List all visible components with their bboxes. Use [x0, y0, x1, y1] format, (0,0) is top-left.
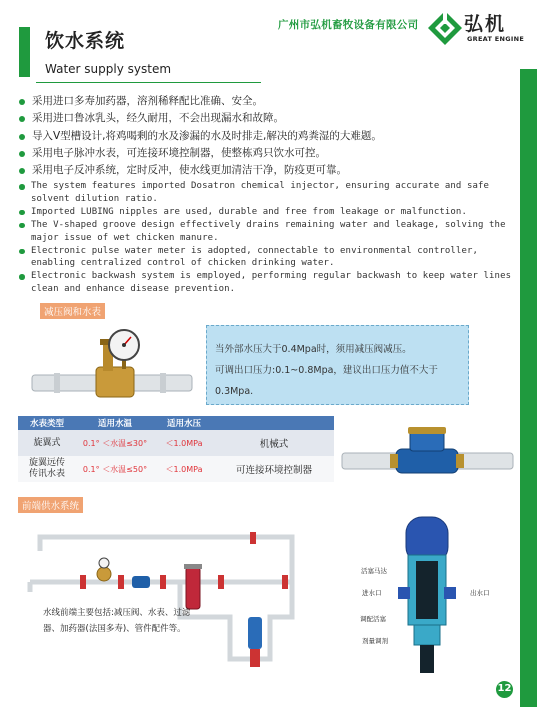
- feature-item-en: The system features imported Dosatron chemical injector, ensuring accurate and safe solvent dilution ratio.: [18, 180, 520, 206]
- section-tag-valve: 减压阀和水表: [40, 303, 105, 319]
- note-line: 0.3Mpa.: [215, 386, 254, 397]
- table-header: 适用水压: [154, 416, 214, 430]
- label-mix-piston: 调配活塞: [360, 615, 386, 623]
- meter-note: 可连接环境控制器: [214, 456, 334, 482]
- note-line: 当外部水压大于0.4Mpa时，须用减压阀减压。: [215, 344, 412, 355]
- meter-type: 旋翼式: [18, 430, 76, 456]
- bullet-icon: [19, 168, 25, 174]
- table-header: [214, 416, 334, 430]
- meter-pressure: ＜1.0MPa: [154, 456, 214, 482]
- page-subtitle: Water supply system: [45, 62, 172, 76]
- front-end-system-diagram: [20, 517, 340, 682]
- label-outlet: 出水口: [470, 589, 490, 597]
- table-header: 适用水温: [76, 416, 154, 430]
- brand-logo-icon: [427, 10, 463, 46]
- feature-item-cn: 采用电子脉冲水表，可连接环境控制器，使整栋鸡只饮水可控。: [18, 145, 513, 162]
- feature-item-en: The V-shaped groove design effectively drains remaining water and leakage, solving the major issue of wet chicken manure.: [18, 219, 520, 245]
- pressure-reducing-valve-image: [30, 325, 195, 405]
- label-piston-motor: 活塞马达: [361, 567, 387, 575]
- bullet-icon: [19, 210, 25, 216]
- page-title: 饮水系统: [45, 30, 126, 52]
- company-name: 广州市弘机畜牧设备有限公司: [278, 19, 419, 31]
- pressure-note-box: [206, 325, 469, 405]
- feature-item-en: Imported LUBING nipples are used, durable and free from leakage or malfunction.: [18, 206, 520, 219]
- bullet-icon: [19, 151, 25, 157]
- features-list-cn: [18, 93, 513, 179]
- meter-temp: 0.1° ＜水温≤30°: [76, 430, 154, 456]
- title-underline: [36, 82, 261, 83]
- bullet-icon: [19, 134, 25, 140]
- side-accent-bar: [520, 69, 537, 707]
- page-number: 12: [495, 680, 514, 699]
- feature-item-en: Electronic backwash system is employed, performing regular backwash to keep water lines clean and enhance disease prevention.: [18, 270, 520, 296]
- dosatron-injector-image: [392, 515, 462, 675]
- feature-item-cn: 采用电子反冲系统，定时反冲，使水线更加清洁干净，防疫更可靠。: [18, 162, 513, 179]
- brand-logo-text: 弘机: [464, 13, 507, 35]
- feature-item-cn: 采用进口多寿加药器，溶剂稀释配比准确、安全。: [18, 93, 513, 110]
- bullet-icon: [19, 184, 25, 190]
- table-row: [18, 456, 334, 482]
- label-dosage-adjust: 剂量调剂: [362, 637, 388, 645]
- bullet-icon: [19, 99, 25, 105]
- brand-logo-english: GREAT ENGINE: [467, 35, 525, 43]
- title-accent-bar: [19, 27, 30, 77]
- water-meter-table: [18, 416, 334, 482]
- section-tag-front-end: 前端供水系统: [18, 497, 83, 513]
- table-header-row: [18, 416, 334, 430]
- note-line: 可调出口压力:0.1~0.8Mpa，建议出口压力值不大于: [215, 365, 438, 376]
- meter-type: 旋翼远传 传讯水表: [18, 456, 76, 482]
- features-list-en: [18, 180, 520, 296]
- bullet-icon: [19, 116, 25, 122]
- label-inlet: 进水口: [362, 589, 382, 597]
- meter-temp: 0.1° ＜水温≤50°: [76, 456, 154, 482]
- feature-item-cn: 导入V型槽设计,将鸡喝剩的水及渗漏的水及时排走,解决的鸡粪湿的大难题。: [18, 128, 513, 145]
- feature-item-en: Electronic pulse water meter is adopted, connectable to environmental controller, enabling centralized control of chicken drinking water.: [18, 245, 520, 271]
- bullet-icon: [19, 223, 25, 229]
- water-meter-image: [340, 425, 515, 487]
- bullet-icon: [19, 249, 25, 255]
- feature-item-cn: 采用进口鲁冰乳头，经久耐用，不会出现漏水和故障。: [18, 110, 513, 127]
- meter-pressure: ＜1.0MPa: [154, 430, 214, 456]
- diagram-caption: 水线前端主要包括:减压阀、水表、过滤器、加药器(法国多寿)、管件配件等。: [43, 608, 191, 634]
- meter-note: 机械式: [214, 430, 334, 456]
- table-row: [18, 430, 334, 456]
- table-header: 水表类型: [18, 416, 76, 430]
- bullet-icon: [19, 274, 25, 280]
